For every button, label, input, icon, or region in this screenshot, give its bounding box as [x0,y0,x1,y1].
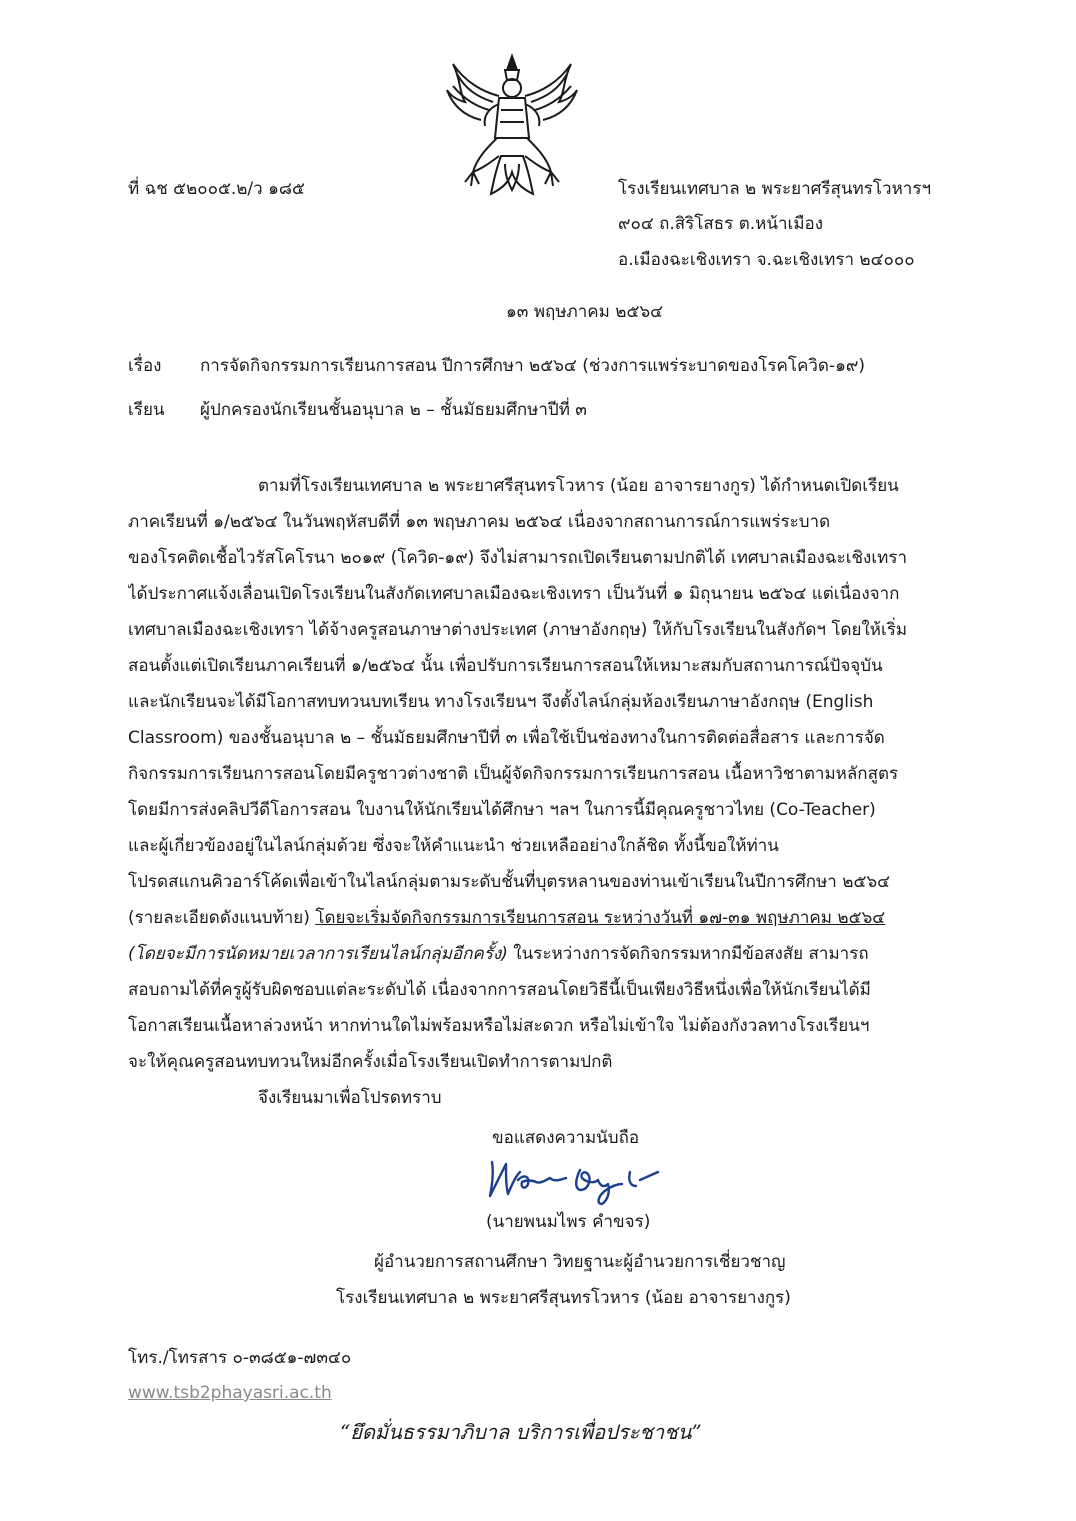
body-text: (รายละเอียดดังแนบท้าย) [128,908,316,928]
activity-dates-emphasis: โดยจะเริ่มจัดกิจกรรมการเรียนการสอน ระหว่างวันที่ ๑๗-๓๑ พฤษภาคม ๒๕๖๔ [315,908,886,928]
signer-title: ผู้อำนวยการสถานศึกษา วิทยฐานะผู้อำนวยการเชี่ยวชาญ [374,1252,786,1272]
body-line: และผู้เกี่ยวข้องอยู่ในไลน์กลุ่มด้วย ซึ่งจะให้คำแนะนำ ช่วยเหลืออย่างใกล้ชิด ทั้งนี้ขอให้ท่าน [128,836,779,856]
website-link[interactable]: www.tsb2phayasri.ac.th [128,1383,332,1403]
motto: “ยึดมั่นธรรมาภิบาล บริการเพื่อประชาชน” [340,1420,702,1444]
phone-fax: โทร./โทรสาร ๐-๓๘๕๑-๗๓๔๐ [128,1348,352,1368]
body-line: เทศบาลเมืองฉะเชิงเทรา ได้จ้างครูสอนภาษาต่างประเทศ (ภาษาอังกฤษ) ให้กับโรงเรียนในสังกัดฯ โดยให้เริ่ม [128,620,908,640]
schedule-note-italic: (โดยจะมีการนัดหมายเวลาการเรียนไลน์กลุ่มอีกครั้ง) [128,944,508,964]
body-line: ภาคเรียนที่ ๑/๒๕๖๔ ในวันพฤหัสบดีที่ ๑๓ พฤษภาคม ๒๕๖๔ เนื่องจากสถานการณ์การแพร่ระบาด [128,512,831,532]
closing-inform: จึงเรียนมาเพื่อโปรดทราบ [258,1088,442,1108]
body-line: สอบถามได้ที่ครูผู้รับผิดชอบแต่ละระดับได้ เนื่องจากการสอนโดยวิธีนี้เป็นเพียงวิธีหนึ่งเพื่อให้นักเรียนได้มี [128,980,871,1000]
reference-number: ที่ ฉช ๕๒๐๐๕.๒/ว ๑๘๕ [128,179,305,199]
subject-label: เรื่อง [128,356,162,376]
garuda-emblem-icon [443,52,581,198]
signer-name: (นายพนมไพร คำขจร) [486,1212,651,1232]
school-address-line-2: อ.เมืองฉะเชิงเทรา จ.ฉะเชิงเทรา ๒๔๐๐๐ [618,250,915,270]
closing-regards: ขอแสดงความนับถือ [492,1128,640,1148]
body-text: ในระหว่างการจัดกิจกรรมหากมีข้อสงสัย สามารถ [507,944,869,964]
body-line: ของโรคติดเชื้อไวรัสโคโรนา ๒๐๑๙ (โควิด-๑๙) จึงไม่สามารถเปิดเรียนตามปกติได้ เทศบาลเมืองฉะเชิงเทรา [128,548,908,568]
school-name: โรงเรียนเทศบาล ๒ พระยาศรีสุนทรโวหารฯ [618,179,931,199]
body-line: และนักเรียนจะได้มีโอกาสทบทวนบทเรียน ทางโรงเรียนฯ จึงตั้งไลน์กลุ่มห้องเรียนภาษาอังกฤษ (English [128,692,874,712]
body-line: ตามที่โรงเรียนเทศบาล ๒ พระยาศรีสุนทรโวหาร (น้อย อาจารยางกูร) ได้กำหนดเปิดเรียน [258,476,899,496]
body-line [128,904,954,931]
recipient-label: เรียน [128,400,165,420]
school-address-line-1: ๙๐๔ ถ.สิริโสธร ต.หน้าเมือง [618,214,824,234]
body-line: กิจกรรมการเรียนการสอนโดยมีครูชาวต่างชาติ เป็นผู้จัดกิจกรรมการเรียนการสอน เนื้อหาวิชาตามหลักสูตร [128,764,899,784]
body-line: โอกาสเรียนเนื้อหาล่วงหน้า หากท่านใดไม่พร้อมหรือไม่สะดวก หรือไม่เข้าใจ ไม่ต้องกังวลทางโรงเรียนฯ [128,1016,870,1036]
signature-image [480,1150,680,1208]
body-line: สอนตั้งแต่เปิดเรียนภาคเรียนที่ ๑/๒๕๖๔ นั้น เพื่อปรับการเรียนการสอนให้เหมาะสมกับสถานการณ์ปัจจุบัน [128,656,883,676]
body-line: จะให้คุณครูสอนทบทวนใหม่อีกครั้งเมื่อโรงเรียนเปิดทำการตามปกติ [128,1052,613,1072]
body-line: Classroom) ของชั้นอนุบาล ๒ – ชั้นมัธยมศึกษาปีที่ ๓ เพื่อใช้เป็นช่องทางในการติดต่อสื่อสาร และการจัด [128,728,885,748]
letter-date: ๑๓ พฤษภาคม ๒๕๖๔ [506,302,663,322]
body-line [128,940,954,967]
body-line: ได้ประกาศแจ้งเลื่อนเปิดโรงเรียนในสังกัดเทศบาลเมืองฉะเชิงเทรา เป็นวันที่ ๑ มิถุนายน ๒๕๖๔ แต่เนื่องจาก [128,584,900,604]
body-line: โปรดสแกนคิวอาร์โค้ดเพื่อเข้าในไลน์กลุ่มตามระดับชั้นที่บุตรหลานของท่านเข้าเรียนในปีการศึกษา ๒๕๖๔ [128,872,890,892]
signer-organization: โรงเรียนเทศบาล ๒ พระยาศรีสุนทรโวหาร (น้อย อาจารยางกูร) [336,1288,791,1308]
subject-text: การจัดกิจกรรมการเรียนการสอน ปีการศึกษา ๒๕๖๔ (ช่วงการแพร่ระบาดของโรคโควิด-๑๙) [200,356,865,376]
recipient-text: ผู้ปกครองนักเรียนชั้นอนุบาล ๒ – ชั้นมัธยมศึกษาปีที่ ๓ [200,400,587,420]
body-line: โดยมีการส่งคลิปวีดีโอการสอน ใบงานให้นักเรียนได้ศึกษา ฯลฯ ในการนี้มีคุณครูชาวไทย (Co-Teacher) [128,800,876,820]
